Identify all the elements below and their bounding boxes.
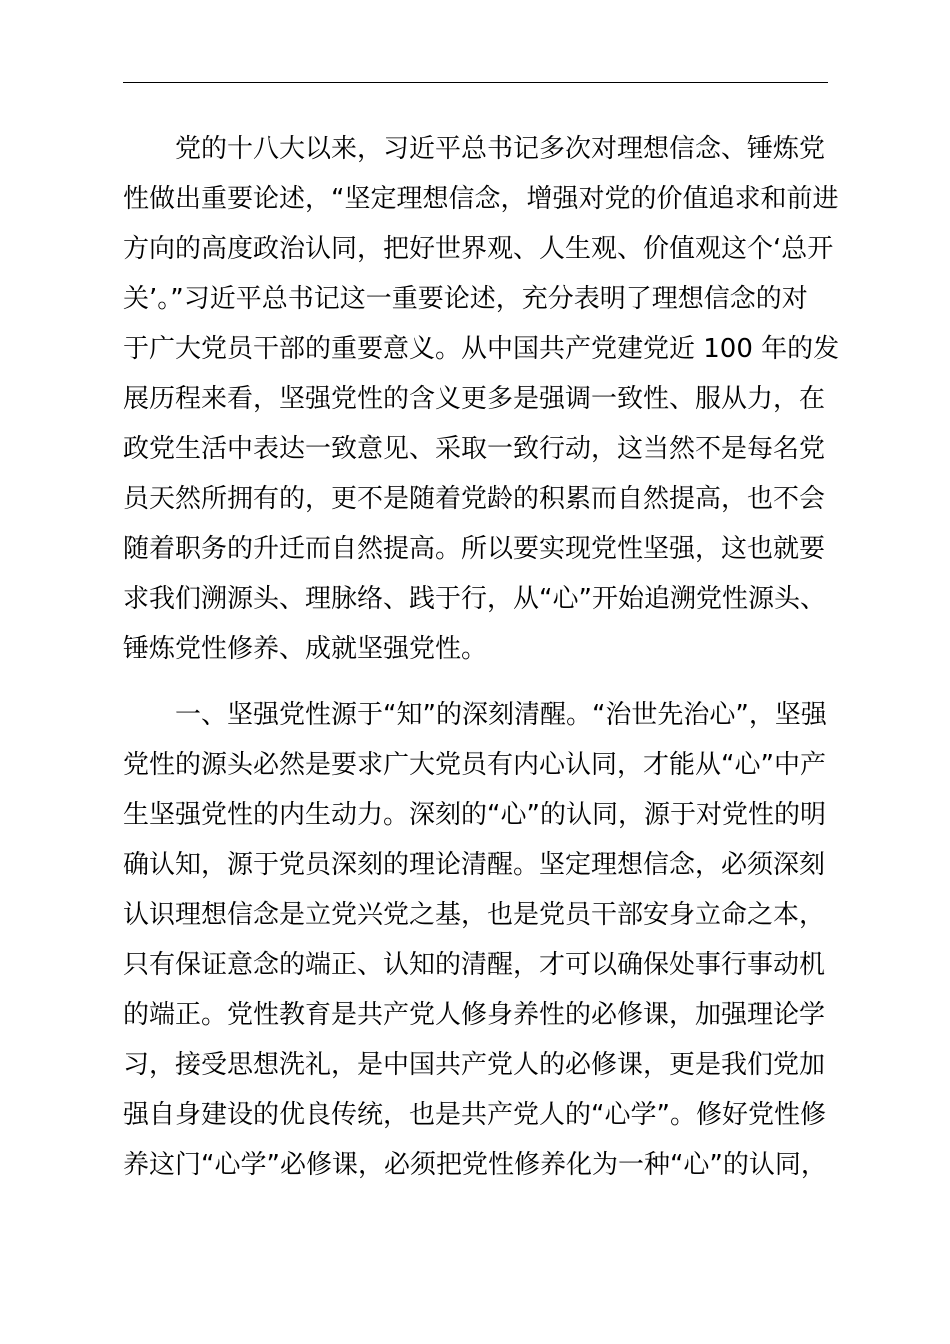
paragraph-line: 养这门“心学”必修课，必须把党性修养化为一种“心”的认同， (123, 1150, 827, 1180)
paragraph-2 (123, 690, 828, 1190)
paragraph-line: 认识理想信念是立党兴党之基，也是党员干部安身立命之本， (123, 900, 826, 930)
paragraph-line: 关’。”习近平总书记这一重要论述，充分表明了理想信念的对 (123, 284, 808, 314)
paragraph-line: 员天然所拥有的，更不是随着党龄的积累而自然提高，也不会 (123, 484, 826, 514)
paragraph-line: 的端正。党性教育是共产党人修身养性的必修课，加强理论学 (123, 1000, 826, 1030)
paragraph-line: 只有保证意念的端正、认知的清醒，才可以确保处事行事动机 (123, 950, 826, 980)
header-rule (123, 82, 828, 83)
paragraph-line: 展历程来看，坚强党性的含义更多是强调一致性、服从力，在 (123, 384, 826, 414)
paragraph-line: 求我们溯源头、理脉络、践于行，从“心”开始追溯党性源头、 (123, 584, 826, 614)
paragraph-line: 党性的源头必然是要求广大党员有内心认同，才能从“心”中产 (123, 750, 826, 780)
paragraph-1 (123, 124, 840, 674)
paragraph-line: 确认知，源于党员深刻的理论清醒。坚定理想信念，必须深刻 (123, 850, 826, 880)
paragraph-line: 党的十八大以来，习近平总书记多次对理想信念、锤炼党 (175, 134, 826, 164)
paragraph-line: 性做出重要论述，“坚定理想信念，增强对党的价值追求和前进 (123, 184, 839, 214)
document-body (123, 124, 840, 1190)
paragraph-spacer (123, 674, 828, 690)
paragraph-line: 方向的高度政治认同，把好世界观、人生观、价值观这个‘总开 (123, 234, 834, 264)
paragraph-line: 强自身建设的优良传统，也是共产党人的“心学”。修好党性修 (123, 1100, 826, 1130)
paragraph-line: 于广大党员干部的重要意义。从中国共产党建党近 100 年的发 (123, 334, 840, 364)
paragraph-line: 政党生活中表达一致意见、采取一致行动，这当然不是每名党 (123, 434, 826, 464)
paragraph-line: 生坚强党性的内生动力。深刻的“心”的认同，源于对党性的明 (123, 800, 826, 830)
paragraph-line: 随着职务的升迁而自然提高。所以要实现党性坚强，这也就要 (123, 534, 826, 564)
paragraph-line: 习，接受思想洗礼，是中国共产党人的必修课，更是我们党加 (123, 1050, 826, 1080)
paragraph-line: 一、坚强党性源于“知”的深刻清醒。“治世先治心”，坚强 (175, 700, 827, 730)
paragraph-line: 锤炼党性修养、成就坚强党性。 (123, 634, 488, 664)
